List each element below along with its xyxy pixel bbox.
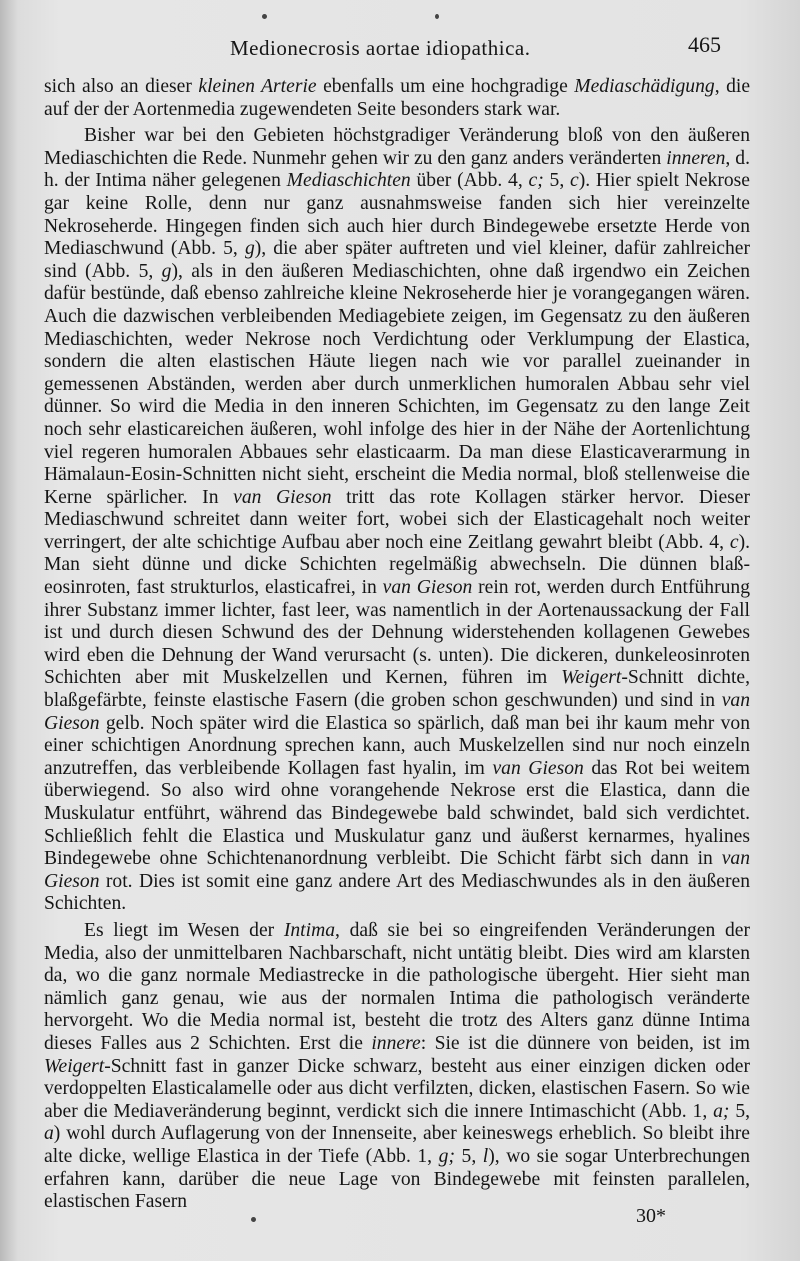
italic-run: c;	[528, 170, 544, 192]
italic-run: van Gieson	[492, 757, 584, 779]
running-head	[0, 32, 800, 62]
text-run: , daß sie bei so eingreifenden Veränderungen der Media, also der unmittelbaren Nachbarschaft, nicht untätig bleibt. Dies wird am klarsten da, wo die ganz normale Mediastrecke in die pathologische übergeht. Hier sieht man nämlich ganz genau, wie aus der normalen Intima die pathologisch veränderte hervorgeht. Wo die Media normal ist, besteht die trotz des Alters ganz dünne Intima dieses Falles aus 2 Schichten. Erst die	[44, 919, 750, 1054]
italic-run: Mediaschädigung	[574, 76, 715, 97]
text-run: Bisher war bei den Gebieten höchstgradiger Veränderung bloß von den äußeren Mediaschichten die Rede. Nunmehr gehen wir zu den ganz anders veränderten	[44, 125, 750, 169]
text-run: 5,	[543, 170, 570, 192]
italic-run: van Gieson	[233, 486, 332, 508]
italic-run: a;	[713, 1100, 730, 1122]
text-run: rein rot, werden durch Entführung ihrer Substanz immer lichter, fast leer, was namentlich in der Aortenaussackung der Fall ist und durch diesen Schwund des der Dehnung widerstehenden kollagenen Gewebes wird eben die Dehnung der Wand verursacht (s. unten). Die dickeren, dunkeleosinroten Schichten aber mit Muskelzellen und Kernen, führen im	[44, 577, 751, 689]
italic-run: a	[44, 1123, 54, 1145]
italic-run: Intima	[283, 919, 336, 941]
running-title: Medionecrosis aortae idiopathica.	[230, 36, 531, 60]
italic-run: Weigert	[44, 1055, 105, 1077]
text-run: ). Man sieht dünne und dicke Schichten regelmäßig abwechseln. Die dünnen blaß-eosinroten, fast strukturlos, elasticafrei, in	[44, 531, 750, 599]
italic-run: van Gieson	[44, 848, 750, 892]
paragraph	[44, 125, 750, 916]
signature-mark: 30*	[636, 1205, 666, 1227]
text-run: -Schnitt dichte, blaßgefärbte, feinste elastische Fasern (die groben schon geschwunden) und sind in	[44, 667, 751, 712]
text-run: 5,	[729, 1100, 751, 1122]
text-run: das Rot bei weitem überwiegend. So also wird ohne vorangehende Nekrose erst die Elastica, dann die Muskulatur entführt, während das Bindegewebe bald schwindet, bald sich verdichtet. Schließlich fehlt die Elastica und Muskulatur ganz und äußerst kernarmes, hyalines Bindegewebe ohne Schichtenanordnung verbleibt. Die Schicht färbt sich dann in	[44, 757, 750, 870]
text-run: ), wo sie sogar Unterbrechungen erfahren kann, darüber die neue Lage von Bindegewebe mit feinsten parallelen, elastischen Fasern	[44, 1145, 750, 1213]
text-run: ), die aber später auftreten und viel kleiner, dafür zahlreicher sind (Abb. 5,	[44, 238, 750, 282]
text-run: , die auf der der Aortenmedia zugewendeten Seite besonders stark war.	[44, 76, 751, 120]
text-run: Es liegt im Wesen der	[84, 919, 284, 941]
text-run: ), als in den äußeren Mediaschichten, ohne daß irgendwo ein Zeichen dafür bestünde, daß ebenso zahlreiche kleine Nekroseherde hier je vorangegangen wären. Auch die dazwischen verbleibenden Mediagebiete zeigen, im Gegensatz zu den äußeren Mediaschichten, weder Nekrose noch Verdichtung oder Verklumpung der Elastica, sondern die alten elastischen Häute liegen nach wie vor parallel zueinander in gemessenen Abständen, werden aber durch unmerklichen humoralen Abbau sehr viel dünner. So wird die Media in den inneren Schichten, im Gegensatz zu den lange Zeit noch sehr elasticareichen äußeren, wohl infolge des hier in der Nähe der Aortenlichtung viel regeren humoralen Abbaues sehr elasticaarm. Da man diese Elasticaverarmung in Hämalaun-Eosin-Schnitten nicht sieht, erscheint die Media normal, bloß stellenweise die Kerne spärlicher. In	[44, 260, 750, 508]
paragraph	[44, 920, 750, 1214]
body-text	[44, 76, 750, 1214]
text-run: -Schnitt fast in ganzer Dicke schwarz, besteht aus einer einzigen dicken oder verdoppelten Elasticalamelle oder aus dicht verfilzten, dicken, elastischen Fasern. So wie aber die Mediaveränderung beginnt, verdickt sich die innere Intimaschicht (Abb. 1,	[44, 1055, 750, 1122]
italic-run: c	[729, 531, 739, 553]
italic-run: van Gieson	[44, 690, 750, 734]
scan-speck	[435, 14, 439, 19]
text-run: 5,	[454, 1145, 483, 1167]
italic-run: g;	[438, 1145, 455, 1167]
text-run: gelb. Noch später wird die Elastica so spärlich, daß man bei ihr kaum mehr von einer schichtigen Anordnung sprechen kann, auch Muskelzellen sind nur noch einzeln anzutreffen, das verbleibende Kollagen fast hyalin, im	[44, 712, 750, 779]
text-run: tritt das rote Kollagen stärker hervor. Dieser Mediaschwund schreitet dann weiter fort, wobei sich der Elasticagehalt noch weiter verringert, der alte schichtige Aufbau aber noch eine Zeitlang gewahrt bleibt (Abb. 4,	[44, 486, 750, 553]
italic-run: innere	[371, 1032, 421, 1054]
page-number: 465	[688, 32, 721, 57]
italic-run: Mediaschichten	[286, 170, 411, 192]
italic-run: van Gieson	[382, 577, 473, 599]
italic-run: Weigert	[561, 667, 622, 689]
italic-run: g	[244, 238, 255, 260]
text-run: über (Abb. 4,	[410, 170, 529, 192]
text-run: , d. h. der Intima näher gelegenen	[44, 147, 751, 192]
text-run: ) wohl durch Auflagerung von der Innenseite, aber keineswegs erheblich. So bleibt ihre alte dicke, wellige Elastica in der Tiefe (Abb. 1,	[44, 1123, 750, 1167]
text-run: rot. Dies ist somit eine ganz andere Art des Mediaschwundes als in den äußeren Schichten.	[44, 870, 750, 915]
paragraph	[44, 76, 750, 121]
italic-run: kleinen Arterie	[198, 76, 317, 97]
scan-speck	[251, 1217, 256, 1222]
text-run: sich also an dieser	[44, 76, 199, 97]
italic-run: l	[482, 1145, 489, 1167]
scan-speck	[262, 14, 267, 19]
italic-run: c	[570, 170, 579, 192]
text-run: ebenfalls um eine hochgradige	[316, 76, 575, 97]
text-run: : Sie ist die dünnere von beiden, ist im	[420, 1032, 750, 1054]
italic-run: g	[161, 260, 172, 282]
italic-run: inneren	[666, 147, 726, 169]
text-run: ). Hier spielt Nekrose gar keine Rolle, denn nur ganz ausnahmsweise fanden sich hier vereinzelte Nekroseherde. Hingegen finden sich auch hier durch Bindegewebe ersetzte Herde von Mediaschwund (Abb. 5,	[44, 170, 750, 260]
